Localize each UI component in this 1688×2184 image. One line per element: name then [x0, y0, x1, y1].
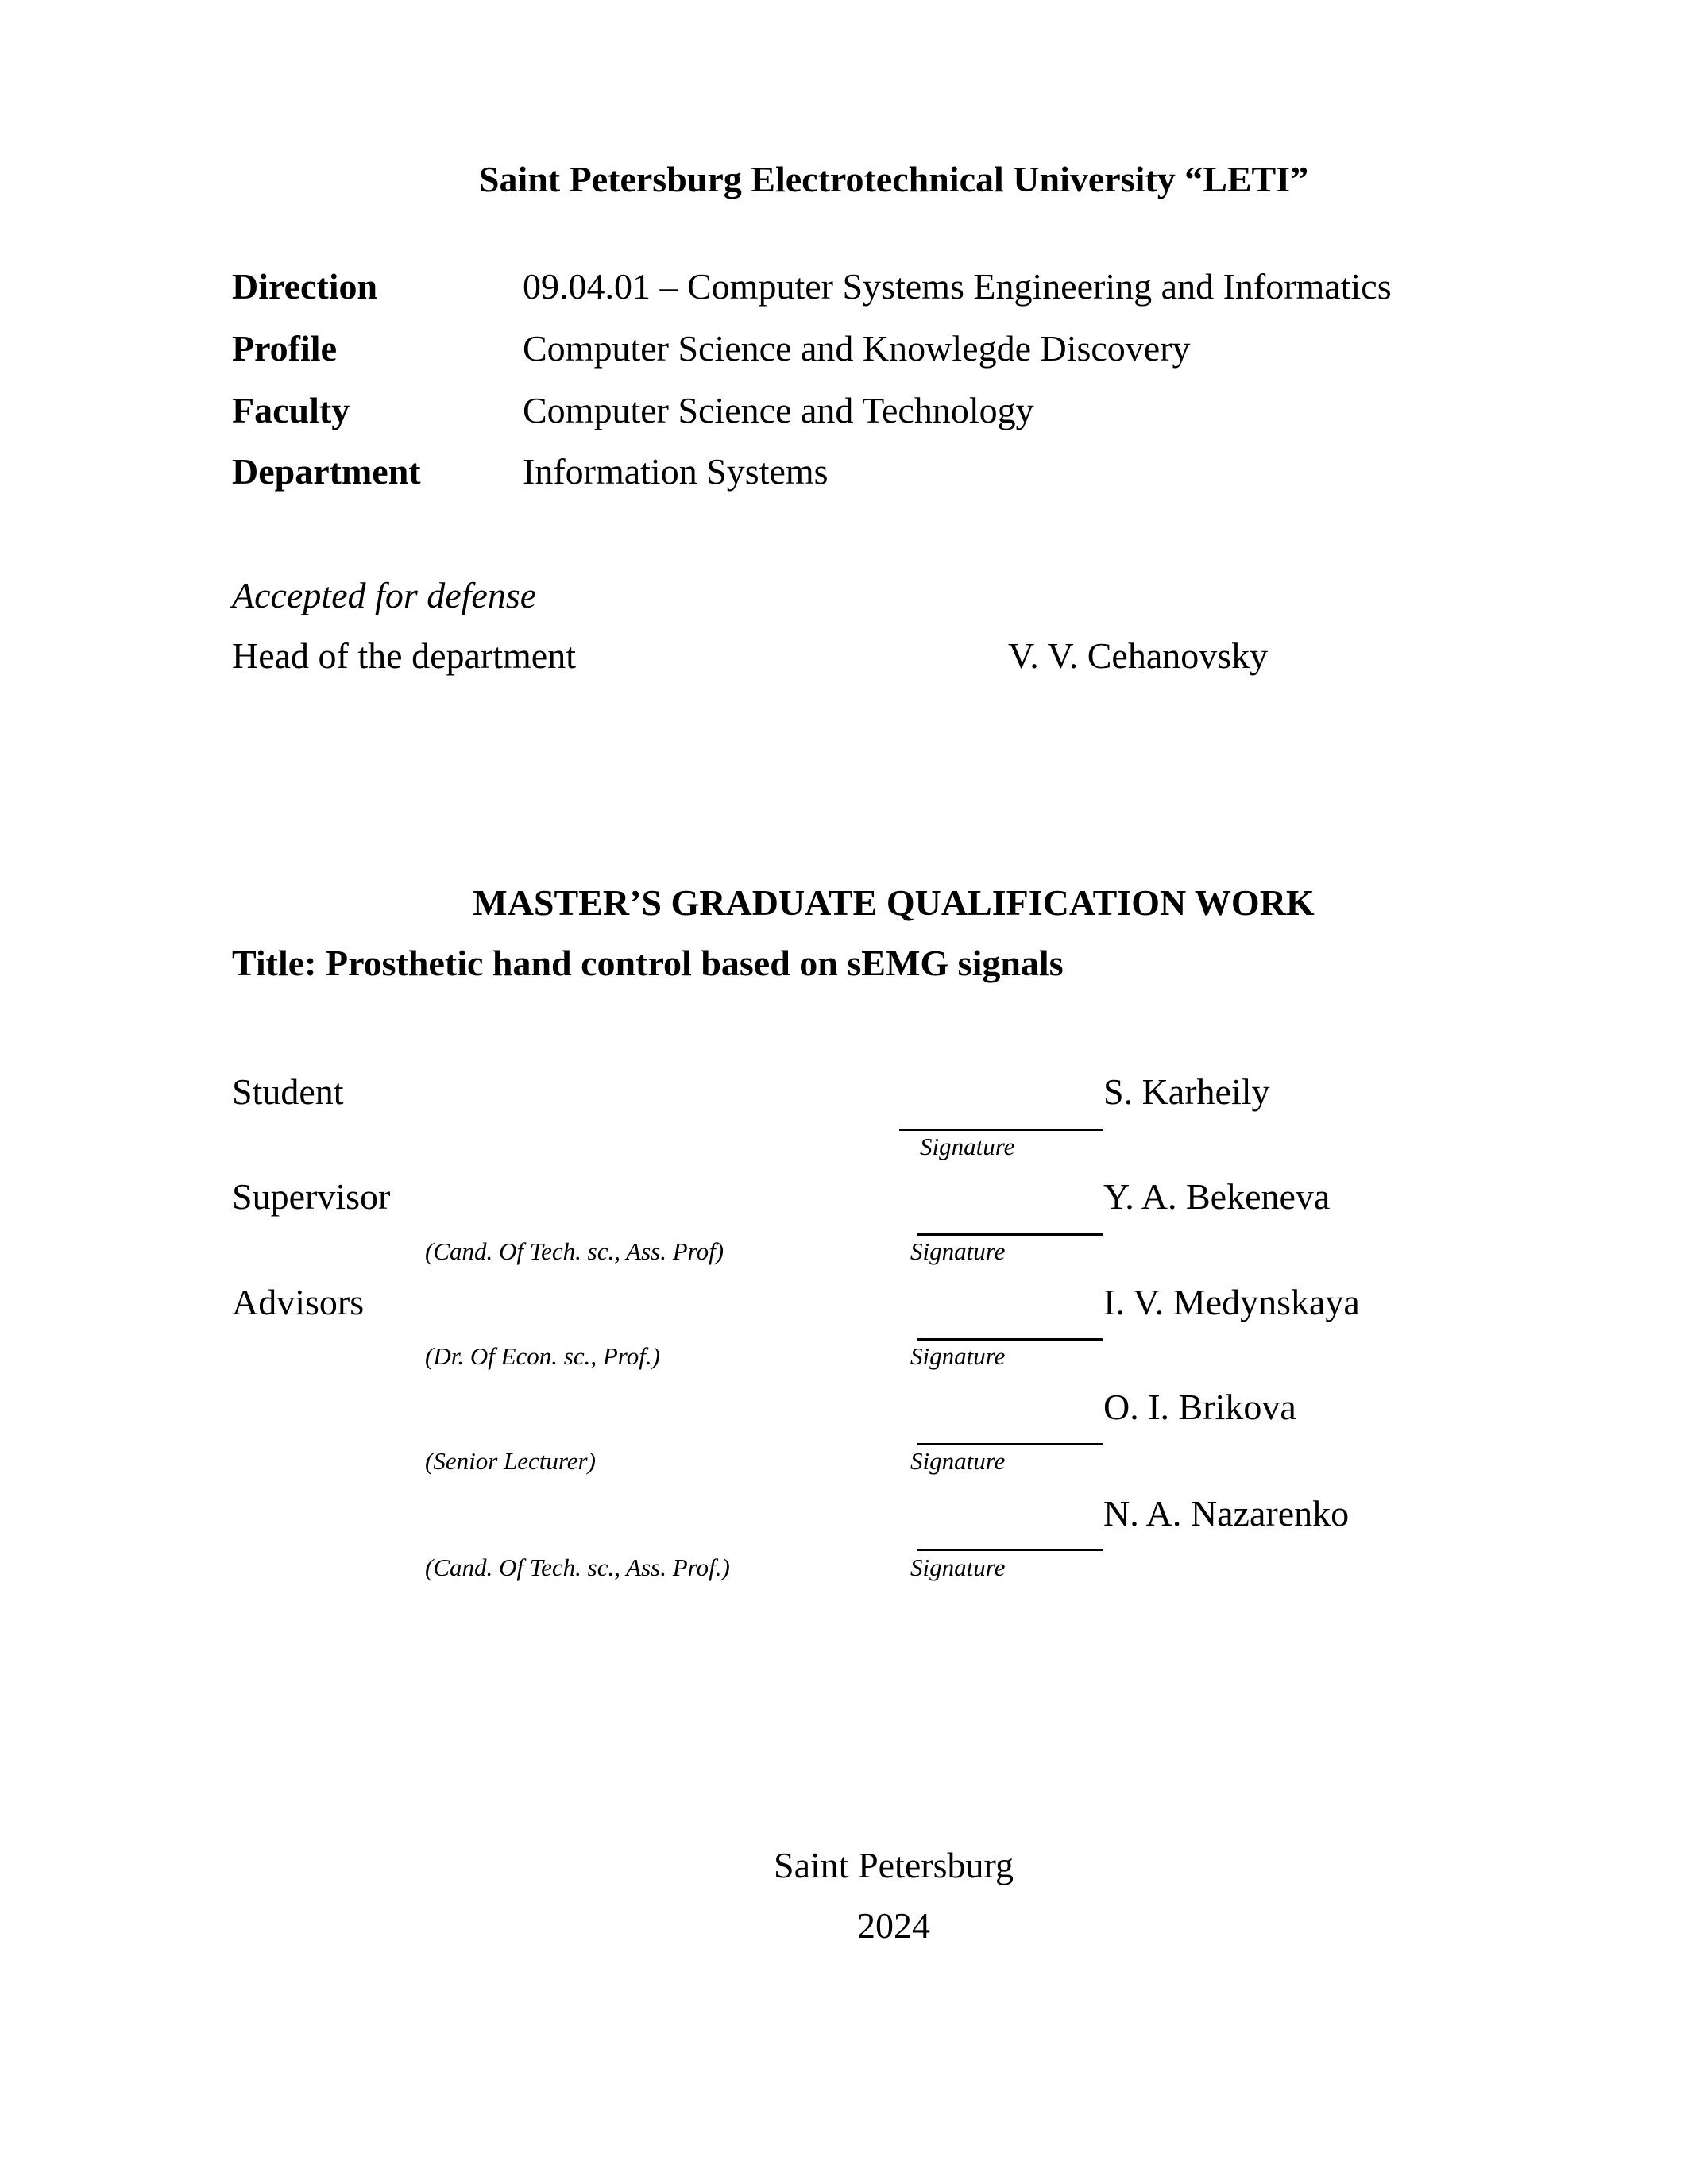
advisor-degree: (Senior Lecturer): [425, 1447, 596, 1475]
signature-line: [917, 1549, 1103, 1551]
signature-label: Signature: [910, 1342, 1006, 1370]
city: Saint Petersburg: [774, 1845, 1014, 1885]
profile-label: Profile: [232, 328, 337, 369]
work-type: MASTER’S GRADUATE QUALIFICATION WORK: [473, 882, 1315, 923]
university-name: Saint Petersburg Electrotechnical University “LETI”: [478, 159, 1309, 199]
signature-label: Signature: [920, 1133, 1015, 1160]
faculty-label: Faculty: [232, 390, 350, 430]
signature-label: Signature: [910, 1553, 1006, 1581]
supervisor-name: Y. A. Bekeneva: [1103, 1176, 1331, 1217]
supervisor-role: Supervisor: [232, 1176, 391, 1217]
faculty-value: Computer Science and Technology: [523, 390, 1034, 430]
student-role: Student: [232, 1071, 344, 1112]
advisor-degree: (Dr. Of Econ. sc., Prof.): [425, 1342, 660, 1370]
head-name: V. V. Cehanovsky: [1008, 635, 1269, 676]
advisor-degree: (Cand. Of Tech. sc., Ass. Prof.): [425, 1553, 730, 1581]
advisors-role: Advisors: [232, 1282, 365, 1322]
advisor-name: I. V. Medynskaya: [1103, 1282, 1360, 1322]
signature-label: Signature: [910, 1237, 1006, 1265]
thesis-title: Title: Prosthetic hand control based on sEMG signals: [232, 943, 1064, 983]
supervisor-degree: (Cand. Of Tech. sc., Ass. Prof): [425, 1237, 724, 1265]
direction-label: Direction: [232, 266, 378, 307]
accepted-for-defense: Accepted for defense: [232, 575, 537, 615]
year: 2024: [857, 1905, 930, 1946]
signature-label: Signature: [910, 1447, 1006, 1475]
department-label: Department: [232, 451, 421, 492]
direction-value: 09.04.01 – Computer Systems Engineering and Informatics: [523, 266, 1392, 307]
profile-value: Computer Science and Knowlegde Discovery: [523, 328, 1191, 369]
advisor-name: O. I. Brikova: [1103, 1387, 1296, 1427]
head-label: Head of the department: [232, 635, 576, 676]
student-name: S. Karheily: [1103, 1071, 1270, 1112]
department-value: Information Systems: [523, 451, 829, 492]
advisor-name: N. A. Nazarenko: [1103, 1493, 1350, 1534]
